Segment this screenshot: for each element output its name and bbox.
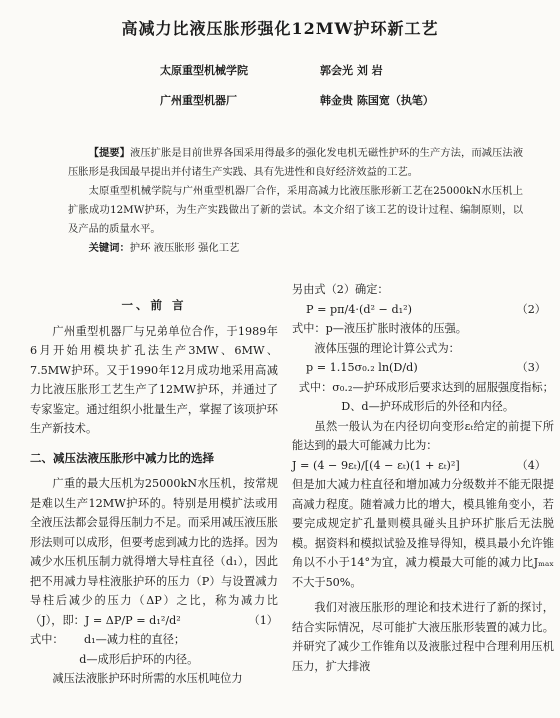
d-definition: d—成形后护环的内径。 — [79, 652, 199, 666]
equation-4-number: （4） — [516, 458, 546, 472]
paragraph-5: 但是加大减力柱直径和增加减力分级数并不能无限提高减力程度。随着减力比的增大，模具锥角变小，若要完成规定扩孔量则模具碰头且护环扩胀后无法脱模。据资料和模拟试验及推导得知，模具最小允许锥角以不小于14°为宜，减力模最大可能的减力比Jₘₐₓ不大于50%。 — [292, 478, 554, 589]
right-column — [292, 280, 554, 676]
section-2-paragraph: 广重的最大压机为25000kN水压机，按常规是难以生产12MW护环的。特别是用模扩法或用全液压法都会显得压制力不足。而采用减压液压胀形法则可以成形，但要考虑到减力比的选择。因为减少水压机压制力就得增大导柱直径（d₁），因此把不用减力导柱液胀护环的压力（P）与设置减力导柱后减少的压力（ΔP）之比，称为减力比（J），即：J = ΔP/P = d₁²/d² — [30, 477, 278, 627]
eq3-where-2: D、d—护环成形后的外径和内径。 — [341, 400, 515, 413]
d1-definition: d₁—减力柱的直径； — [83, 633, 186, 646]
author-org: 广州重型机器厂 — [160, 94, 237, 107]
paper-title: 高减力比液压胀形强化12MW护环新工艺 — [121, 19, 439, 38]
equation-2-number: （2） — [516, 302, 546, 316]
section-1-heading: 一、前 言 — [121, 298, 187, 312]
eq2-where: 式中：p—液压扩胀时液体的压强。 — [292, 322, 467, 335]
abstract-label: 【提要】 — [88, 147, 130, 159]
paragraph-4: 虽然一般认为在内径切向变形εₜ给定的前提下所能达到的最大可能减力比为： — [292, 419, 554, 452]
pressure-intro: 液体压强的理论计算公式为： — [314, 341, 460, 355]
author-names: 韩金贵 陈国宽（执笔） — [320, 94, 434, 107]
section-2-tail: 减压法液胀护环时所需的水压机吨位力 — [52, 672, 243, 685]
abstract-block — [68, 144, 523, 258]
paragraph-6: 我们对液压胀形的理论和技术进行了新的探讨，结合实际情况，尽可能扩大液压胀形装置的减力比。并研究了减少工作锥角以及液胀过程中合理利用压机压力，扩大排液 — [292, 601, 554, 673]
abstract-paragraph-1: 液压扩胀是目前世界各国采用得最多的强化发电机无磁性护环的生产方法，而减压法液压胀形是我国最早提出并付诸生产实践、具有先进性和良好经济效益的工艺。 — [68, 147, 524, 178]
where-label: 式中： — [30, 633, 64, 646]
equation-2-body: P = pπ/4·(d² − d₁²) — [306, 302, 412, 316]
equation-4-body: J = (4 − 9εₜ)/[(4 − εₜ)(1 + εₜ)²] — [292, 458, 460, 472]
eq2-intro: 另由式（2）确定： — [292, 283, 389, 296]
keywords-label: 关键词： — [88, 242, 130, 254]
equation-3-body: p = 1.15σ₀.₂ ln(D/d) — [306, 361, 418, 374]
equation-3-number: （3） — [516, 361, 546, 374]
equation-2 — [292, 300, 554, 320]
equation-4 — [292, 456, 554, 476]
abstract-paragraph-2: 太原重型机械学院与广州重型机器厂合作，采用高减力比液压胀形新工艺在25000kN水压机上扩胀成功12MW护环，为生产实践做出了新的尝试。本文介绍了该工艺的设计过程、编制原则，以及产品的质量水平。 — [68, 185, 523, 235]
eq3-where-1: 式中：σ₀.₂—护环成形后要求达到的屈服强度指标； — [298, 380, 554, 394]
section-2-heading: 二、减压法液压胀形中减力比的选择 — [30, 450, 214, 465]
equation-3 — [292, 358, 554, 378]
author-line-1 — [160, 62, 383, 78]
author-names: 郭会光 刘 岩 — [320, 64, 383, 77]
author-line-2 — [160, 92, 434, 108]
left-column — [30, 292, 278, 689]
keywords-text: 护环 液压胀形 强化工艺 — [129, 242, 240, 254]
author-org: 太原重型机械学院 — [160, 64, 248, 77]
section-1-paragraph: 广州重型机器厂与兄弟单位合作，于1989年6月开始用模块扩孔法生产3MW、6MW、7.5MW护环。又于1990年12月成功地采用高减力比液压胀形工艺生产了12MW护环，并通过了专家鉴定。通过组织小批量生产，掌握了该项护环生产新技术。 — [30, 324, 278, 435]
equation-1-number: （1） — [248, 613, 278, 627]
